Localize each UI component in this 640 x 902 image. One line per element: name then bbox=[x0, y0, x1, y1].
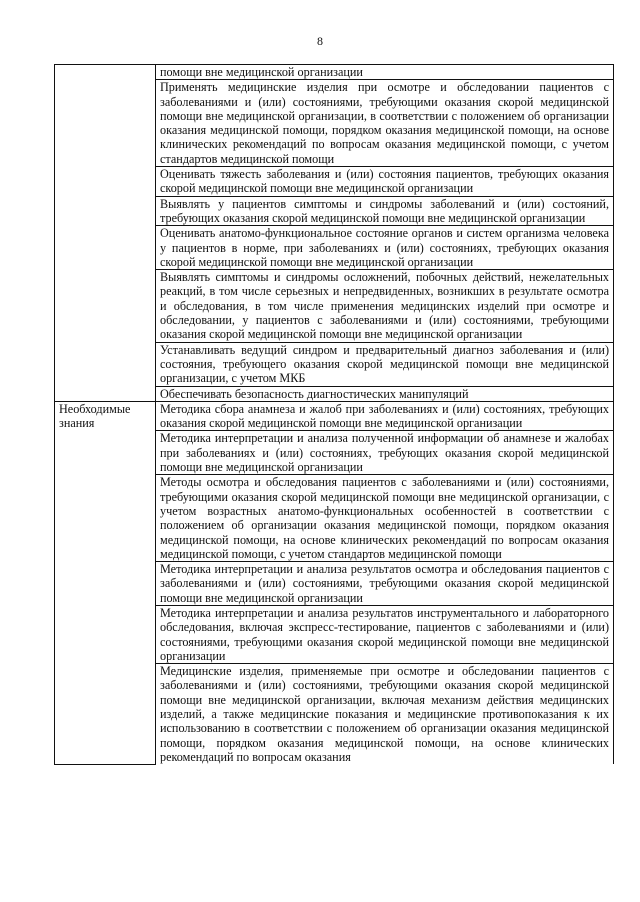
row-content-cell bbox=[156, 401, 614, 431]
row-text: Оценивать анатомо-функциональное состояние органов и систем организма человека у пациентов в норме, при заболеваниях и (или) состояниях, требующих оказания скорой медицинской помощи вне медицинской организации bbox=[160, 226, 609, 269]
row-content-cell bbox=[156, 605, 614, 663]
row-text: Обеспечивать безопасность диагностических манипуляций bbox=[160, 386, 469, 401]
row-content-cell bbox=[156, 65, 614, 80]
row-text: Выявлять симптомы и синдромы осложнений, побочных действий, нежелательных реакций, в том числе серьезных и непредвиденных, возникших в результате осмотра и обследования, в том числе применения медицинских изделий при осмотре и обследовании, у пациентов с заболеваниями и (или) состояниями, требующими оказания скорой медицинской помощи вне медицинской организации bbox=[160, 270, 609, 342]
row-content-cell bbox=[156, 226, 614, 270]
row-text: Методика сбора анамнеза и жалоб при заболеваниях и (или) состояниях, требующих оказания скорой медицинской помощи вне медицинской организации bbox=[160, 401, 609, 431]
row-content-cell bbox=[156, 196, 614, 226]
row-text: Устанавливать ведущий синдром и предварительный диагноз заболевания и (или) состояния, требующего оказания скорой медицинской помощи вне медицинской организации, с учетом МКБ bbox=[160, 342, 609, 386]
row-text: Оценивать тяжесть заболевания и (или) состояния пациентов, требующих оказания скорой медицинской помощи вне медицинской организации bbox=[160, 167, 609, 196]
row-text: Методика интерпретации и анализа полученной информации об анамнезе и жалобах при заболеваниях и (или) состояниях, требующих оказания скорой медицинской помощи вне медицинской организации bbox=[160, 431, 609, 475]
requirements-table bbox=[54, 64, 614, 765]
row-content-cell bbox=[156, 431, 614, 475]
table-body bbox=[55, 65, 614, 765]
row-content-cell bbox=[156, 562, 614, 606]
row-content-cell bbox=[156, 342, 614, 386]
row-content-cell bbox=[156, 167, 614, 197]
row-content-cell bbox=[156, 270, 614, 342]
row-text: Методика интерпретации и анализа результатов инструментального и лабораторного обследования, включая экспресс-тестирование, пациентов с заболеваниями и (или) состояниями, требующими оказания скорой медицинской помощи вне медицинской организации bbox=[160, 605, 609, 663]
row-content-cell bbox=[156, 80, 614, 167]
table-row bbox=[55, 401, 614, 431]
row-text: Выявлять у пациентов симптомы и синдромы заболеваний и (или) состояний, требующих оказания скорой медицинской помощи вне медицинской организации bbox=[160, 196, 609, 225]
row-text: Методика интерпретации и анализа результатов осмотра и обследования пациентов с заболеваниями и (или) состояниями, требующими оказания скорой медицинской помощи вне медицинской организации bbox=[160, 562, 609, 605]
row-label-cell: Необходимые знания bbox=[55, 401, 156, 764]
row-text: помощи вне медицинской организации bbox=[160, 65, 363, 79]
row-text: Методы осмотра и обследования пациентов с заболеваниями и (или) состояниями, требующими оказания скорой медицинской помощи вне медицинской организации, с учетом возрастных анатомо-функциональных особенностей в соответствии с положением об организации оказания медицинской помощи, порядком оказания медицинской помощи, на основе клинических рекомендаций по вопросам оказания медицинской помощи, с учетом стандартов медицинской помощи bbox=[160, 475, 609, 561]
row-content-cell bbox=[156, 664, 614, 765]
page-number: 8 bbox=[317, 34, 323, 48]
row-content-cell bbox=[156, 386, 614, 401]
table-row bbox=[55, 65, 614, 80]
row-text: Медицинские изделия, применяемые при осмотре и обследовании пациентов с заболеваниями и (или) состояниями, требующими оказания скорой медицинской помощи вне медицинской организации, включая механизм действия медицинских изделий, а также медицинские показания и медицинские противопоказания к их использованию в соответствии с положением об организации оказания медицинской помощи, порядком оказания медицинской помощи, на основе клинических рекомендаций по вопросам оказания bbox=[160, 664, 609, 764]
row-label-cell bbox=[55, 65, 156, 402]
row-text: Применять медицинские изделия при осмотре и обследовании пациентов с заболеваниями и (или) состояниями, требующими оказания скорой медицинской помощи вне медицинской организации, в соответствии с положением об организации оказания медицинской помощи, порядком оказания медицинской помощи, на основе клинических рекомендаций по вопросам оказания медицинской помощи, с учетом стандартов медицинской помощи bbox=[160, 80, 609, 166]
row-content-cell bbox=[156, 475, 614, 562]
